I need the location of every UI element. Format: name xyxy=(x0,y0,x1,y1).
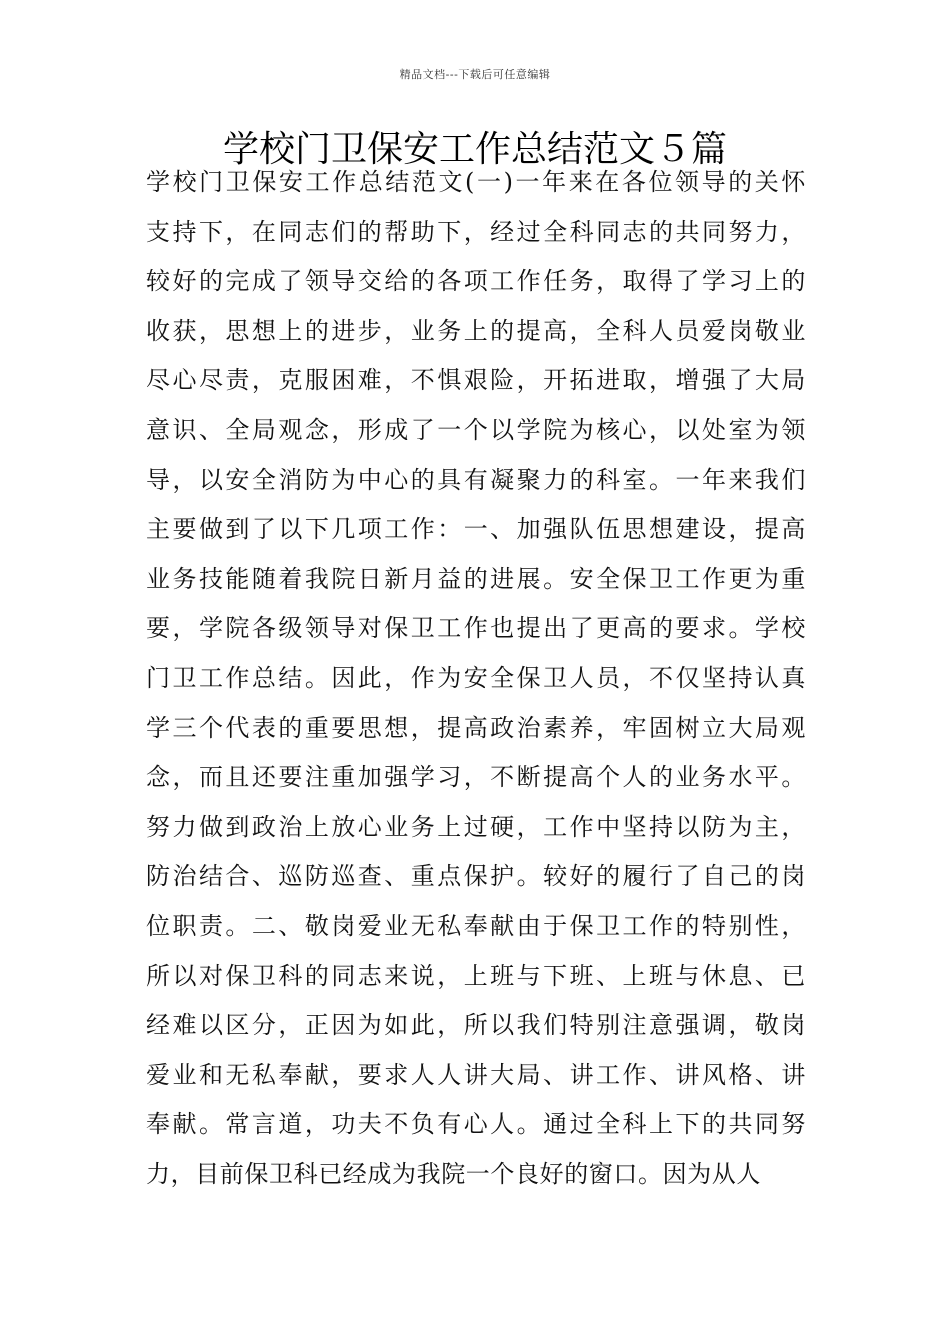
body-line: 门卫工作总结。因此，作为安全保卫人员，不仅坚持认真 xyxy=(146,663,806,692)
body-line: 学校门卫保安工作总结范文(一)一年来在各位领导的关怀 xyxy=(146,168,806,196)
body-line: 奉献。常言道，功夫不负有心人。通过全科上下的共同努 xyxy=(146,1110,806,1139)
body-line: 所以对保卫科的同志来说，上班与下班、上班与休息、已 xyxy=(146,961,806,990)
document-title: 学校门卫保安工作总结范文５篇 xyxy=(222,129,727,170)
body-line: 念，而且还要注重加强学习，不断提高个人的业务水平。 xyxy=(146,763,806,792)
body-line: 意识、全局观念，形成了一个以学院为核心，以处室为领 xyxy=(146,415,806,444)
body-line: 尽心尽责，克服困难，不惧艰险，开拓进取，增强了大局 xyxy=(146,366,806,395)
body-line: 学三个代表的重要思想，提高政治素养，牢固树立大局观 xyxy=(146,713,806,742)
body-line: 主要做到了以下几项工作：一、加强队伍思想建设，提高 xyxy=(146,515,806,544)
header-note: 精品文档---下载后可任意编辑 xyxy=(399,68,551,81)
body-line: 支持下，在同志们的帮助下，经过全科同志的共同努力， xyxy=(146,217,806,246)
body-line: 经难以区分，正因为如此，所以我们特别注意强调，敬岗 xyxy=(146,1011,806,1040)
body-line: 要，学院各级领导对保卫工作也提出了更高的要求。学校 xyxy=(146,614,806,643)
document-body xyxy=(146,158,806,1199)
body-line: 导，以安全消防为中心的具有凝聚力的科室。一年来我们 xyxy=(146,465,806,494)
body-line: 业务技能随着我院日新月益的进展。安全保卫工作更为重 xyxy=(146,564,806,593)
body-line: 收获，思想上的进步，业务上的提高，全科人员爱岗敬业 xyxy=(146,316,806,345)
body-line: 力，目前保卫科已经成为我院一个良好的窗口。因为从人 xyxy=(146,1159,761,1188)
body-line: 防治结合、巡防巡查、重点保护。较好的履行了自己的岗 xyxy=(146,862,806,891)
body-line: 位职责。二、敬岗爱业无私奉献由于保卫工作的特别性， xyxy=(146,911,806,940)
body-line: 较好的完成了领导交给的各项工作任务，取得了学习上的 xyxy=(146,267,806,296)
body-line: 爱业和无私奉献，要求人人讲大局、讲工作、讲风格、讲 xyxy=(146,1060,806,1089)
body-line: 努力做到政治上放心业务上过硬，工作中坚持以防为主， xyxy=(146,812,806,841)
